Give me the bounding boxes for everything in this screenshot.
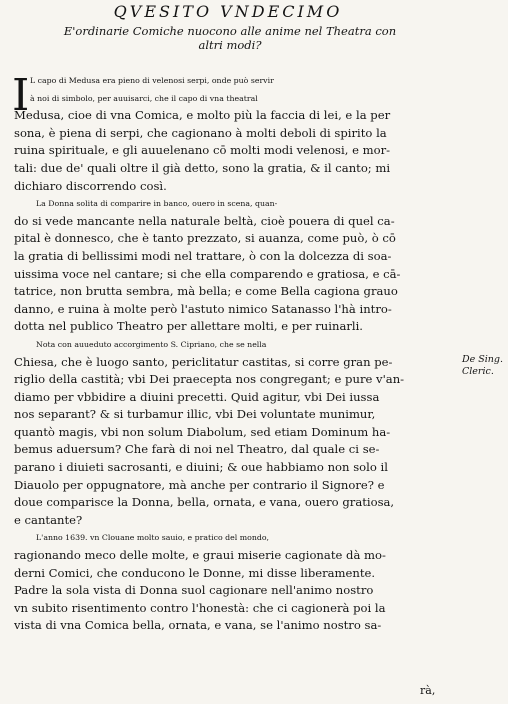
margin-citation: [462, 354, 506, 378]
question-line: E'ordinarie Comiche nuocono alle anime nel Theatra con: [63, 24, 397, 38]
chapter-question: [20, 24, 440, 52]
margin-citation-line: De Sing.: [462, 354, 504, 365]
text-line: e cantante?: [14, 512, 83, 527]
text-line: danno, e ruina à molte però l'astuto nimico Satanasso l'hà intro-: [14, 301, 392, 316]
catchword: rà,: [420, 684, 436, 697]
text-line: tatrice, non brutta sembra, mà bella; e come Bella cagiona grauo: [14, 284, 398, 299]
text-line: Padre la sola vista di Donna suol cagionare nell'animo nostro: [14, 583, 374, 598]
text-line: la gratia di bellissimi modi nel trattare, ò con la dolcezza di soa-: [14, 248, 392, 263]
text-line: ragionando meco delle molte, e graui miserie cagionate dà mo-: [14, 548, 386, 563]
text-line: quantò magis, vbi non solum Diabolum, sed etiam Dominum ha-: [14, 424, 391, 439]
text-line: Medusa, cioe di vna Comica, e molto più la faccia di lei, e la per: [14, 108, 391, 123]
text-line: La Donna solita di comparire in banco, ouero in scena, quan-: [36, 199, 278, 209]
paragraph: [14, 529, 446, 635]
margin-citation-line: Cleric.: [462, 366, 494, 377]
text-line: dichiaro discorrendo così.: [14, 178, 167, 193]
text-line: tali: due de' quali oltre il già detto, sono la gratia, & il canto; mi: [14, 160, 391, 175]
text-line: L capo di Medusa era pieno di velenosi serpi, onde può servir: [30, 76, 274, 85]
text-line: Nota con auueduto accorgimento S. Cipriano, che se nella: [36, 339, 267, 349]
paragraph: [14, 336, 446, 530]
chapter-heading: QVESITO VNDECIMO: [113, 2, 343, 21]
drop-cap: I: [12, 70, 30, 121]
text-line: L'anno 1639. vn Clouane molto sauio, e pratico del mondo,: [36, 533, 270, 543]
text-line: Chiesa, che è luogo santo, periclitatur castitas, si corre gran pe-: [14, 354, 393, 369]
text-line: dotta nel publico Theatro per allettare molti, e per ruinarli.: [14, 319, 363, 334]
text-line: sona, è piena di serpi, che cagionano à molti deboli di spirito la: [14, 125, 387, 140]
text-line: derni Comici, che conducono le Donne, mi disse liberamente.: [14, 565, 376, 580]
text-line: nos separant? & si turbamur illic, vbi Dei voluntate munimur,: [14, 407, 376, 422]
body-text: [14, 72, 446, 635]
text-line: riglio della castità; vbi Dei praecepta nos congregant; e pure v'an-: [14, 372, 405, 387]
paragraph: [14, 72, 446, 195]
text-line: vn subito risentimento contro l'honestà: che ci cagionerà poi la: [14, 600, 386, 615]
text-line: Diauolo per oppugnatore, mà anche per contrario il Signore? e: [14, 477, 385, 492]
text-line: bemus aduersum? Che farà di noi nel Theatro, dal quale ci se-: [14, 442, 380, 457]
text-line: parano i diuieti sacrosanti, e diuini; & oue habbiamo non solo il: [14, 460, 388, 475]
text-line: ruina spirituale, e gli auuelenano cō molti modi velenosi, e mor-: [14, 143, 391, 158]
paragraphs: [14, 72, 446, 635]
text-line: diamo per vbbidire a diuini precetti. Quid agitur, vbi Dei iussa: [14, 389, 380, 404]
paragraph: [14, 195, 446, 336]
text-line: à noi di simbolo, per auuisarci, che il capo di vna theatral: [30, 93, 258, 103]
text-line: uissima voce nel cantare; si che ella comparendo e gratiosa, e cā-: [14, 266, 401, 281]
text-line: doue comparisce la Donna, bella, ornata, e vana, ouero gratiosa,: [14, 495, 395, 510]
text-line: pital è donnesco, che è tanto prezzato, si auanza, come può, ò cō: [14, 231, 396, 246]
text-line: do si vede mancante nella naturale beltà, cioè pouera di quel ca-: [14, 213, 395, 228]
text-line: vista di vna Comica bella, ornata, e vana, se l'animo nostro sa-: [14, 618, 382, 633]
question-line: altri modi?: [198, 38, 262, 52]
